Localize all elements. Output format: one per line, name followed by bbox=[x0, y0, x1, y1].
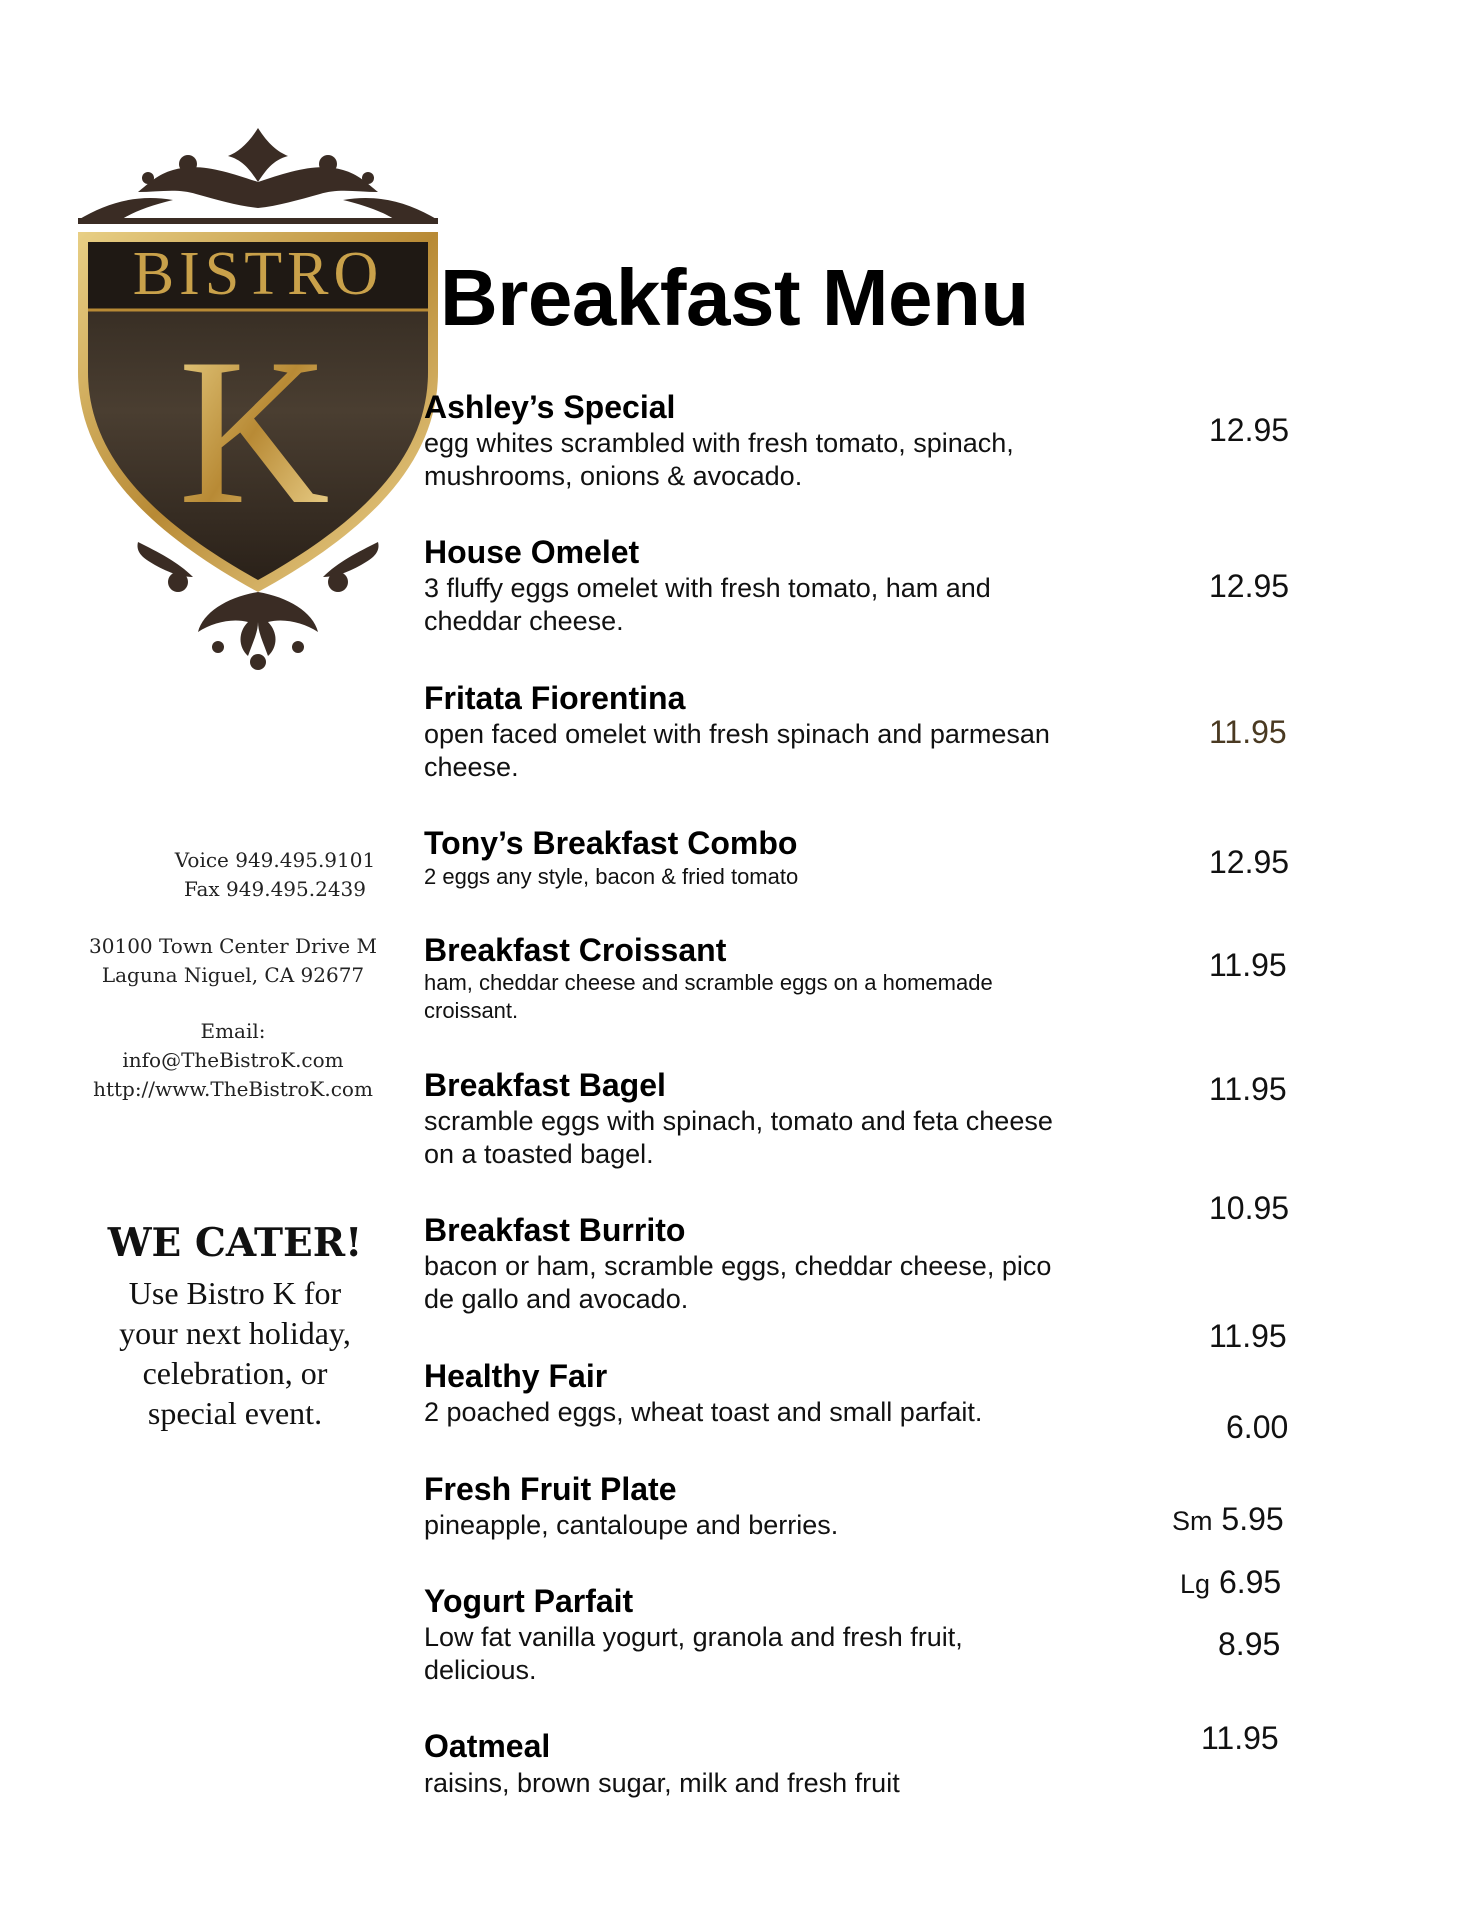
menu-item-desc: 3 fluffy eggs omelet with fresh tomato, ham and cheddar cheese. bbox=[424, 573, 991, 636]
shield bbox=[78, 232, 438, 592]
price: 12.95 bbox=[1209, 412, 1290, 448]
price: 10.95 bbox=[1209, 1190, 1290, 1226]
price: 8.95 bbox=[1218, 1626, 1281, 1662]
cater-line-4: special event. bbox=[147, 1395, 323, 1431]
menu-item-desc: bacon or ham, scramble eggs, cheddar cheese, pico de gallo and avocado. bbox=[424, 1251, 1052, 1314]
contact-email-block bbox=[78, 1017, 388, 1104]
menu-item-desc: raisins, brown sugar, milk and fresh fruit bbox=[424, 1768, 900, 1798]
contact-phones bbox=[130, 846, 420, 904]
address-line-2: Laguna Niguel, CA 92677 bbox=[101, 963, 365, 987]
size-price-large bbox=[1180, 1564, 1281, 1601]
menu-item-name: Breakfast Croissant bbox=[424, 932, 727, 968]
menu-item-name: Oatmeal bbox=[424, 1728, 551, 1764]
menu-item-name: Ashley’s Special bbox=[424, 389, 676, 425]
cater-text bbox=[60, 1273, 410, 1433]
menu-item-desc: open faced omelet with fresh spinach and parmesan cheese. bbox=[424, 719, 1050, 782]
contact-address bbox=[78, 932, 388, 990]
size-label-small: Sm bbox=[1172, 1506, 1213, 1536]
menu-item-desc: Low fat vanilla yogurt, granola and fresh fruit, delicious. bbox=[424, 1622, 963, 1685]
price: 11.95 bbox=[1209, 1318, 1287, 1354]
voice-number: Voice 949.495.9101 bbox=[174, 848, 376, 872]
menu-item-name: Breakfast Bagel bbox=[424, 1067, 666, 1103]
menu-item-name: Fritata Fiorentina bbox=[424, 680, 686, 716]
menu-item-name: Tony’s Breakfast Combo bbox=[424, 825, 798, 861]
bistro-k-logo bbox=[78, 122, 438, 682]
price-small: 5.95 bbox=[1221, 1501, 1284, 1537]
size-price-small bbox=[1172, 1501, 1284, 1538]
cater-line-3: celebration, or bbox=[142, 1355, 328, 1391]
price: 12.95 bbox=[1209, 568, 1290, 604]
menu-item-desc: scramble eggs with spinach, tomato and feta cheese on a toasted bagel. bbox=[424, 1106, 1053, 1169]
size-label-large: Lg bbox=[1180, 1569, 1211, 1599]
cater-heading: WE CATER! bbox=[107, 1220, 363, 1266]
price-large: 6.95 bbox=[1218, 1564, 1282, 1600]
email-address[interactable]: info@TheBistroK.com bbox=[122, 1048, 344, 1072]
menu-item-desc: pineapple, cantaloupe and berries. bbox=[424, 1510, 839, 1540]
fax-number: Fax 949.495.2439 bbox=[183, 877, 367, 901]
address-line-1: 30100 Town Center Drive M bbox=[89, 934, 377, 958]
top-ornament bbox=[78, 128, 438, 224]
price: 11.95 bbox=[1209, 714, 1287, 750]
menu-item-name: House Omelet bbox=[424, 534, 640, 570]
price: 11.95 bbox=[1209, 1071, 1287, 1107]
logo-letter: K bbox=[178, 316, 330, 548]
menu-item-desc: 2 eggs any style, bacon & fried tomato bbox=[424, 864, 799, 889]
menu-item-name: Breakfast Burrito bbox=[424, 1212, 686, 1248]
menu-item-desc: ham, cheddar cheese and scramble eggs on a homemade croissant. bbox=[424, 970, 993, 1023]
menu-item-name: Yogurt Parfait bbox=[424, 1583, 634, 1619]
price: 6.00 bbox=[1226, 1409, 1289, 1445]
menu-item-desc: egg whites scrambled with fresh tomato, spinach, mushrooms, onions & avocado. bbox=[424, 428, 1014, 491]
website-url[interactable]: http://www.TheBistroK.com bbox=[93, 1077, 373, 1101]
logo-word: BISTRO bbox=[132, 240, 384, 308]
price: 11.95 bbox=[1209, 947, 1287, 983]
menu-item-name: Healthy Fair bbox=[424, 1358, 608, 1394]
page-title: Breakfast Menu bbox=[440, 253, 1029, 342]
email-label: Email: bbox=[200, 1019, 266, 1043]
price: 11.95 bbox=[1201, 1720, 1279, 1756]
price: 12.95 bbox=[1209, 844, 1290, 880]
menu-item-desc: 2 poached eggs, wheat toast and small parfait. bbox=[424, 1397, 983, 1427]
cater-line-1: Use Bistro K for bbox=[128, 1275, 342, 1311]
menu-item-name: Fresh Fruit Plate bbox=[424, 1471, 677, 1507]
logo-crest bbox=[78, 122, 438, 682]
cater-line-2: your next holiday, bbox=[119, 1315, 351, 1351]
